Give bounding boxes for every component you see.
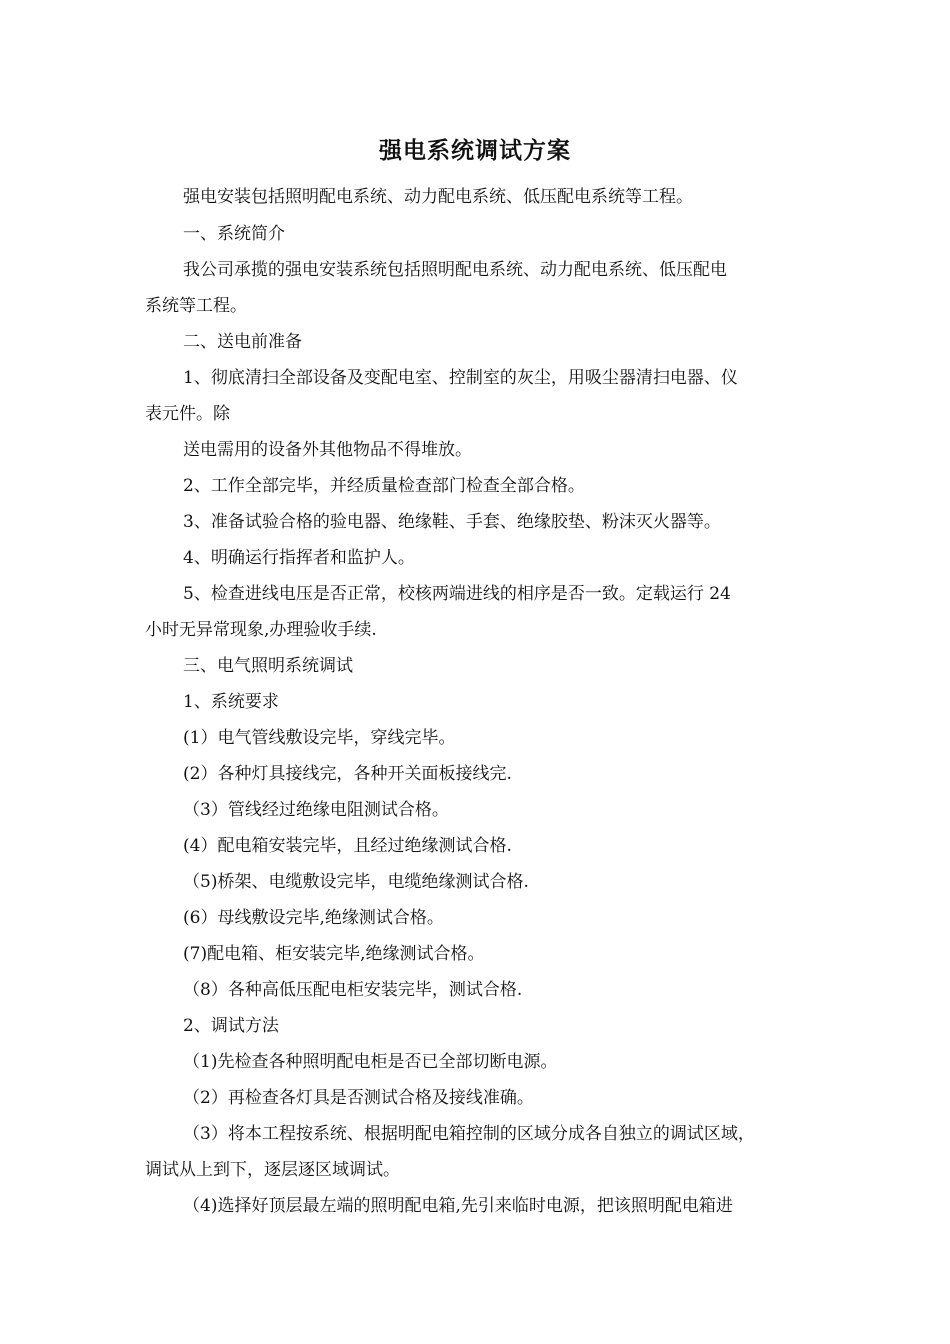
section-heading-lighting-debug: 三、电气照明系统调试	[183, 656, 353, 676]
method-item-1: （1)先检查各种照明配电柜是否已全部切断电源。	[183, 1052, 558, 1072]
preparation-item-4: 4、明确运行指挥者和监护人。	[183, 548, 415, 568]
subsection-heading-requirements: 1、系统要求	[183, 692, 279, 712]
section-heading-overview: 一、系统简介	[183, 224, 285, 244]
requirement-item-2: (2）各种灯具接线完，各种开关面板接线完.	[183, 764, 512, 784]
preparation-item-1-line-2: 表元件。除	[145, 404, 230, 424]
requirement-item-8: （8）各种高低压配电柜安装完毕，测试合格.	[183, 980, 523, 1000]
requirement-item-7: (7)配电箱、柜安装完毕,绝缘测试合格。	[183, 944, 485, 964]
preparation-item-1-line-3: 送电需用的设备外其他物品不得堆放。	[183, 440, 472, 460]
method-item-3-line-1: （3）将本工程按系统、根据明配电箱控制的区域分成各自独立的调试区域，	[183, 1124, 755, 1144]
document-title: 强电系统调试方案	[379, 137, 571, 164]
requirement-item-4: (4）配电箱安装完毕，且经过绝缘测试合格.	[183, 836, 512, 856]
intro-paragraph: 强电安装包括照明配电系统、动力配电系统、低压配电系统等工程。	[183, 187, 693, 207]
section-heading-preparation: 二、送电前准备	[183, 332, 302, 352]
preparation-item-2: 2、工作全部完毕，并经质量检查部门检查全部合格。	[183, 476, 585, 496]
preparation-item-1-line-1: 1、彻底清扫全部设备及变配电室、控制室的灰尘，用吸尘器清扫电器、仪	[183, 368, 738, 388]
requirement-item-3: （3）管线经过绝缘电阻测试合格。	[183, 800, 449, 820]
overview-paragraph-line-2: 系统等工程。	[145, 296, 247, 316]
method-item-4-line-1: （4)选择好顶层最左端的照明配电箱,先引来临时电源，把该照明配电箱进	[183, 1196, 733, 1216]
method-item-2: （2）再检查各灯具是否测试合格及接线准确。	[183, 1088, 534, 1108]
requirement-item-6: (6）母线敷设完毕,绝缘测试合格。	[183, 908, 444, 928]
preparation-item-3: 3、准备试验合格的验电器、绝缘鞋、手套、绝缘胶垫、粉沫灭火器等。	[183, 512, 721, 532]
preparation-item-5-line-1: 5、检查进线电压是否正常，校核两端进线的相序是否一致。定载运行 24	[183, 584, 731, 604]
requirement-item-5: （5)桥架、电缆敷设完毕，电缆绝缘测试合格.	[183, 872, 529, 892]
requirement-item-1: (1）电气管线敷设完毕，穿线完毕。	[183, 728, 456, 748]
preparation-item-5-line-2: 小时无异常现象,办理验收手续.	[145, 620, 377, 640]
method-item-3-line-2: 调试从上到下，逐层逐区域调试。	[145, 1160, 400, 1180]
subsection-heading-method: 2、调试方法	[183, 1016, 279, 1036]
overview-paragraph-line-1: 我公司承揽的强电安装系统包括照明配电系统、动力配电系统、低压配电	[183, 260, 727, 280]
